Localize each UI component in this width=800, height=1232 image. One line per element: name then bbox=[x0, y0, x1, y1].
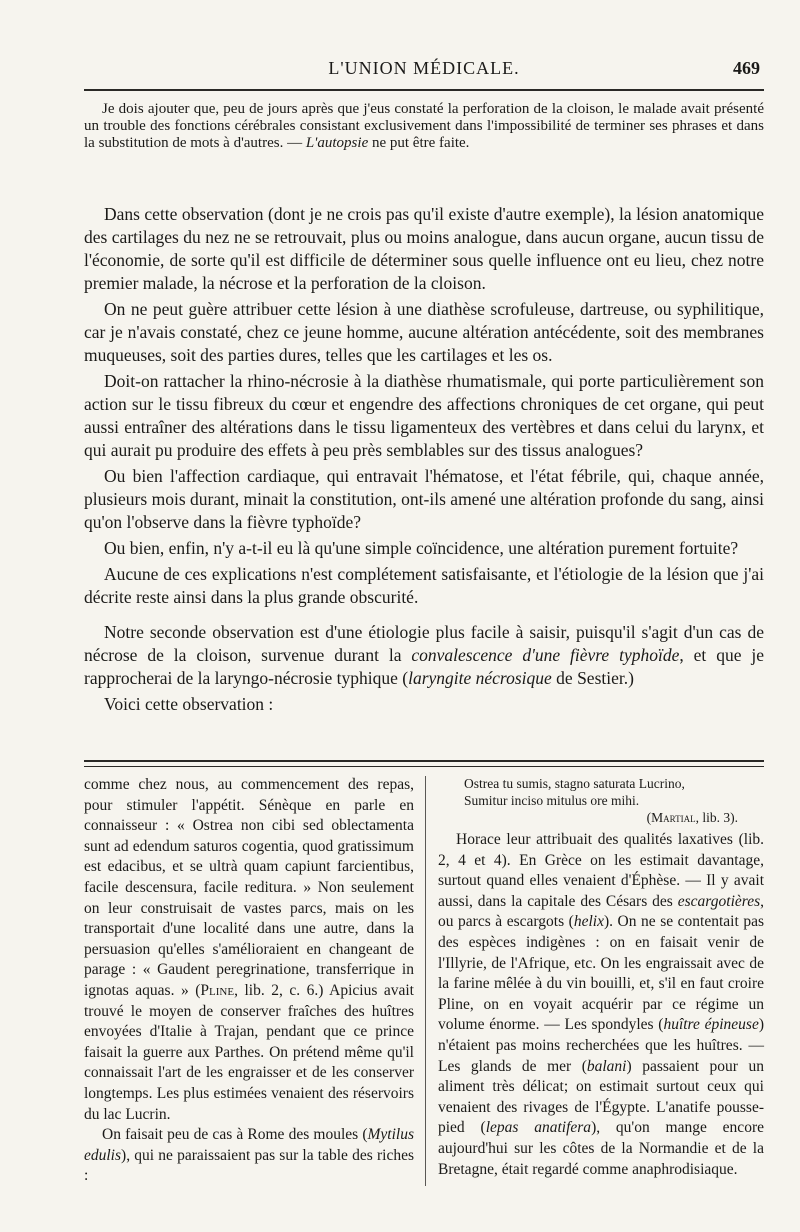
intro-italic: L'autopsie bbox=[305, 135, 369, 151]
text-span: , lib. 3). bbox=[695, 810, 738, 825]
text-span: , ou parcs à escargots ( bbox=[438, 892, 764, 931]
paragraph: Ou bien, enfin, n'y a-t-il eu là qu'une simple coïncidence, une altération purement fortuite? bbox=[104, 538, 739, 558]
page-header bbox=[84, 56, 764, 88]
text-span: , lib. 2, c. 6.) Apicius avait trouvé le moyen de conserver fraîches des huîtres envoyées d'Italie à Trajan, pendant que ce prince faisait la guerre aux Parthes. On prétend même qu'il connaissait l'art de les engraisser et de les conserver longtemps. Les plus estimées venaient des réservoirs du lac Lucrin. bbox=[84, 981, 414, 1123]
italic-span: laryngite nécrosique bbox=[408, 668, 552, 688]
text-span: comme chez nous, au commencement des repas, pour stimuler l'appétit. Sénèque en parle en connaisseur : « Ostrea non cibi sed oblectamenta sunt ad edendum saturos cogentia, quod gratissimum est edacibus, et se ultrà quam capiunt farcientibus, facile descensura, facile reditura. » Non seulement on leur construisait de vastes parcs, mais on les transportait d'une localité dans une autre, dans la persuasion qu'elles s'amélioraient en changeant de parage : « Gaudent peregrinatione, transferrique in ignotas aquas. » ( bbox=[84, 776, 414, 999]
italic-span: helix bbox=[573, 913, 604, 931]
verse-line: Sumitur inciso mitulus ore mihi. bbox=[464, 793, 640, 808]
text-span: , et que je rapprocherai de la laryngo-nécrosie typhique ( bbox=[84, 645, 765, 688]
intro-text: Je dois ajouter que, peu de jours après que j'eus constaté la perforation de la cloison, le malade avait présenté un trouble des fonctions cérébrales consistant exclusivement dans l'impossibilité de terminer ses phrases et dans la substitution de mots à d'autres. — bbox=[84, 101, 764, 151]
italic-span: convalescence d'une fièvre typhoïde bbox=[411, 645, 680, 665]
verse-line: Ostrea tu sumis, stagno saturata Lucrino, bbox=[464, 776, 685, 791]
page-number: 469 bbox=[733, 58, 760, 78]
citation: Martial bbox=[651, 810, 696, 825]
text-span: ( bbox=[646, 810, 652, 825]
paragraph: Aucune de ces explications n'est complétement satisfaisante, et l'étiologie de la lésion que j'ai décrite reste ainsi dans la plus grande obscurité. bbox=[84, 564, 764, 607]
intro-paragraph bbox=[84, 101, 764, 152]
text-span: de Sestier.) bbox=[551, 668, 634, 688]
header-rule bbox=[84, 89, 764, 91]
text-span: ). On ne se contentait pas des espèces indigènes : on en faisait venir de l'Illyrie, de l'Afrique, etc. On les engraissait avec de la farine mêlée à du vin bouilli, et, s'il en faut croire Pline, on en voyait acquérir par ce régime un volume énorme. — Les spondyles ( bbox=[438, 913, 764, 1034]
verse-source bbox=[438, 809, 764, 826]
running-title: L'UNION MÉDICALE. bbox=[328, 58, 520, 78]
column-paragraph bbox=[84, 1125, 414, 1187]
section-separator bbox=[84, 760, 764, 767]
second-observation-paragraph bbox=[84, 621, 764, 690]
paragraph: Ou bien l'affection cardiaque, qui entravait l'hématose, et l'état fébrile, qui, chaque année, plusieurs mois durant, minait la constitution, ont-ils amené une altération profonde du sang, ainsi qu'on l'observe dans la fièvre typhoïde? bbox=[84, 466, 764, 532]
intro-end: ne put être faite. bbox=[368, 135, 470, 151]
paragraph: Dans cette observation (dont je ne crois pas qu'il existe d'autre exemple), la lésion anatomique des cartilages du nez ne se retrouvait, plus ou moins analogue, dans aucun organe, aucun tissu de l'économie, de sorte qu'il est difficile de déterminer sous quelle influence ont eu lieu, chez notre premier malade, la nécrose et la perforation de la cloison. bbox=[84, 204, 764, 293]
column-paragraph bbox=[84, 775, 414, 1125]
main-article-body bbox=[84, 203, 764, 716]
paragraph: Doit-on rattacher la rhino-nécrosie à la diathèse rhumatismale, qui porte particulièrement son action sur le tissu fibreux du cœur et engendre des affections chroniques de cet organe, qui peut aussi entraîner des altérations dans le tissu ligamenteux des vertèbres et dans celui du larynx, et qui aurait pu produire des effets à peu près semblables sur des tissus analogues? bbox=[84, 371, 764, 460]
italic-span: lepas anatifera bbox=[485, 1119, 592, 1137]
italic-span: escargotières bbox=[677, 892, 761, 910]
paragraph: Voici cette observation : bbox=[104, 694, 274, 714]
text-span: ) n'étaient pas moins recherchées que les huîtres. — Les glands de mer ( bbox=[438, 1016, 764, 1075]
text-span: ), qui ne paraissaient pas sur la table des riches : bbox=[84, 1146, 414, 1185]
text-span: Notre seconde observation est d'une étiologie plus facile à saisir, puisqu'il s'agit d'un cas de nécrose de la cloison, survenue durant la bbox=[84, 622, 764, 665]
column-paragraph bbox=[438, 830, 764, 1180]
paragraph: On ne peut guère attribuer cette lésion à une diathèse scrofuleuse, dartreuse, ou syphilitique, car je n'avais constaté, chez ce jeune homme, aucune altération antécédente, soit des membranes muqueuses, soit des parties dures, telles que les cartilages et les os. bbox=[84, 299, 764, 365]
column-divider bbox=[425, 776, 426, 1186]
text-span: ) passaient pour un aliment très délicat; on estimait surtout ceux qui venaient des rivages de l'Égypte. L'anatife pousse-pied ( bbox=[438, 1057, 764, 1137]
italic-span: huître épineuse bbox=[663, 1016, 759, 1034]
feuilleton-right-column bbox=[438, 775, 764, 1180]
feuilleton-left-column bbox=[84, 775, 414, 1187]
text-span: Horace leur attribuait des qualités laxatives (lib. 2, 4 et 4). En Grèce on les estimait davantage, surtout quand elles venaient d'Éphèse. — Il y avait aussi, dans la capitale des Césars des bbox=[438, 831, 764, 910]
text-span: ), qu'on mange encore aujourd'hui sur les côtes de la Normandie et de la Bretagne, était regardé comme anaphrodisiaque. bbox=[438, 1119, 764, 1178]
citation: Pline bbox=[200, 981, 235, 999]
text-span: On faisait peu de cas à Rome des moules ( bbox=[102, 1126, 368, 1144]
italic-span: balani bbox=[586, 1057, 627, 1075]
italic-span: Mytilus edulis bbox=[84, 1126, 414, 1164]
